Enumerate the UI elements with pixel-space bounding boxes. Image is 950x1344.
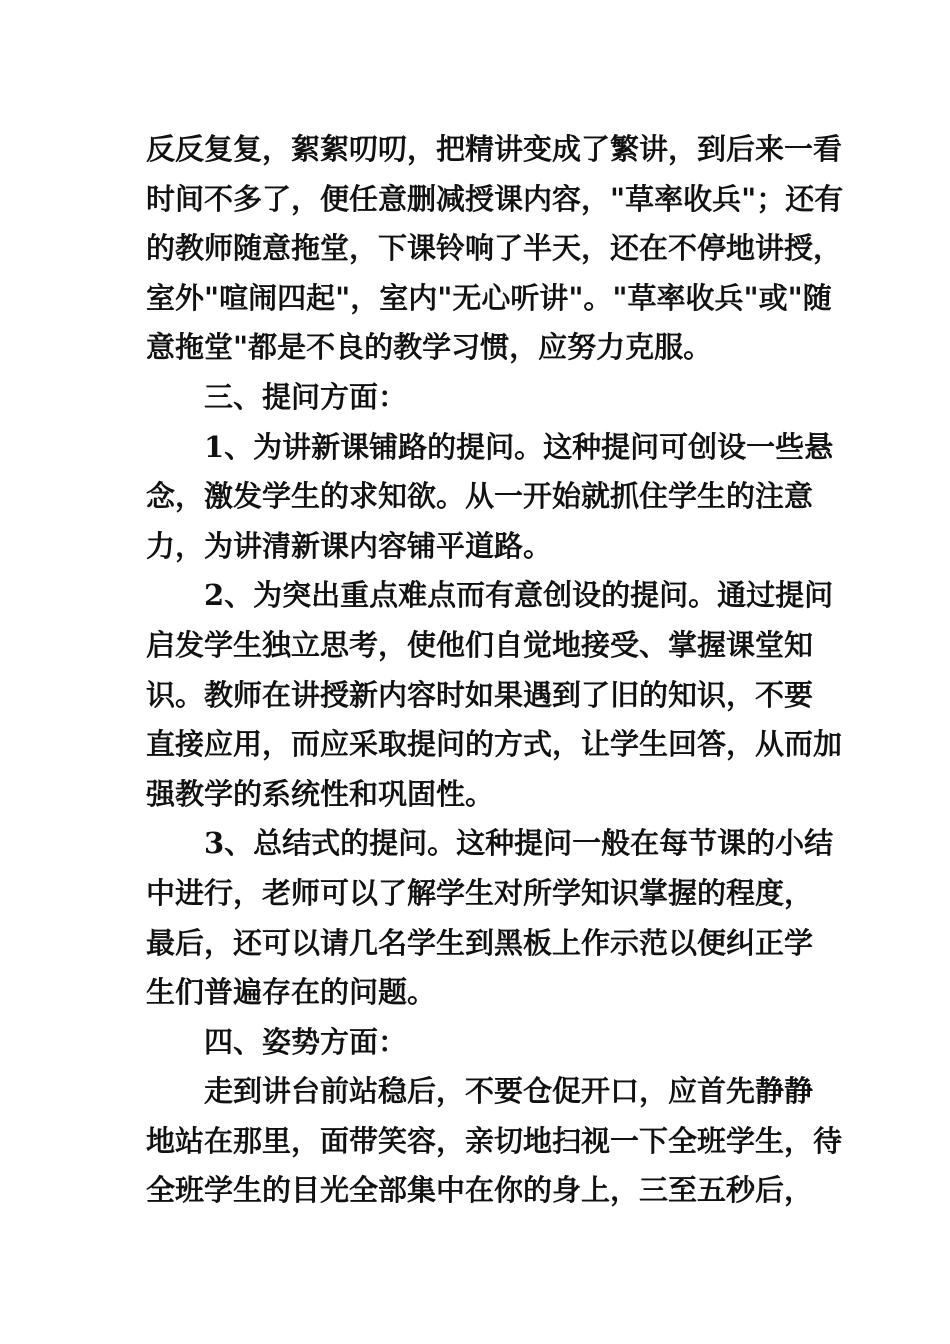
- text-line: 启发学生独立思考，使他们自觉地接受、掌握课堂知: [146, 627, 814, 662]
- text-line: 走到讲台前站稳后，不要仓促开口，应首先静静: [204, 1074, 814, 1109]
- text-line: 最后，还可以请几名学生到黑板上作示范以便纠正学: [146, 925, 814, 960]
- text-line: 地站在那里，面带笑容，亲切地扫视一下全班学生，待: [146, 1123, 843, 1158]
- text-line: 强教学的系统性和巩固性。: [146, 776, 495, 811]
- text-line: 时间不多了，便任意删减授课内容，"草率收兵"；还有: [146, 181, 844, 216]
- text-line: 识。教师在讲授新内容时如果遇到了旧的知识，不要: [146, 677, 814, 712]
- section-heading: 四、姿势方面：: [204, 1024, 408, 1059]
- text-line: 生们普遍存在的问题。: [146, 975, 437, 1010]
- section-heading: 三、提问方面：: [204, 379, 408, 414]
- text-line: 2、为突出重点难点而有意创设的提问。通过提问: [204, 578, 834, 613]
- text-line: 室外"喧闹四起"，室内"无心听讲"。"草率收兵"或"随: [146, 280, 832, 315]
- text-line: 中进行，老师可以了解学生对所学知识掌握的程度，: [146, 875, 814, 910]
- text-line: 全班学生的目光全部集中在你的身上，三至五秒后，: [146, 1173, 814, 1208]
- text-line: 反反复复，絮絮叨叨，把精讲变成了繁讲，到后来一看: [146, 132, 843, 166]
- text-line: 1、为讲新课铺路的提问。这种提问可创设一些悬: [204, 429, 834, 464]
- text-line: 力，为讲清新课内容铺平道路。: [146, 528, 553, 563]
- text-line: 意拖堂"都是不良的教学习惯，应努力克服。: [146, 330, 713, 365]
- text-line: 3、总结式的提问。这种提问一般在每节课的小结: [204, 826, 834, 861]
- text-line: 的教师随意拖堂，下课铃响了半天，还在不停地讲授，: [146, 231, 843, 266]
- text-line: 念，激发学生的求知欲。从一开始就抓住学生的注意: [146, 479, 814, 514]
- document-body: [146, 125, 844, 1216]
- text-line: 直接应用，而应采取提问的方式，让学生回答，从而加: [146, 727, 843, 762]
